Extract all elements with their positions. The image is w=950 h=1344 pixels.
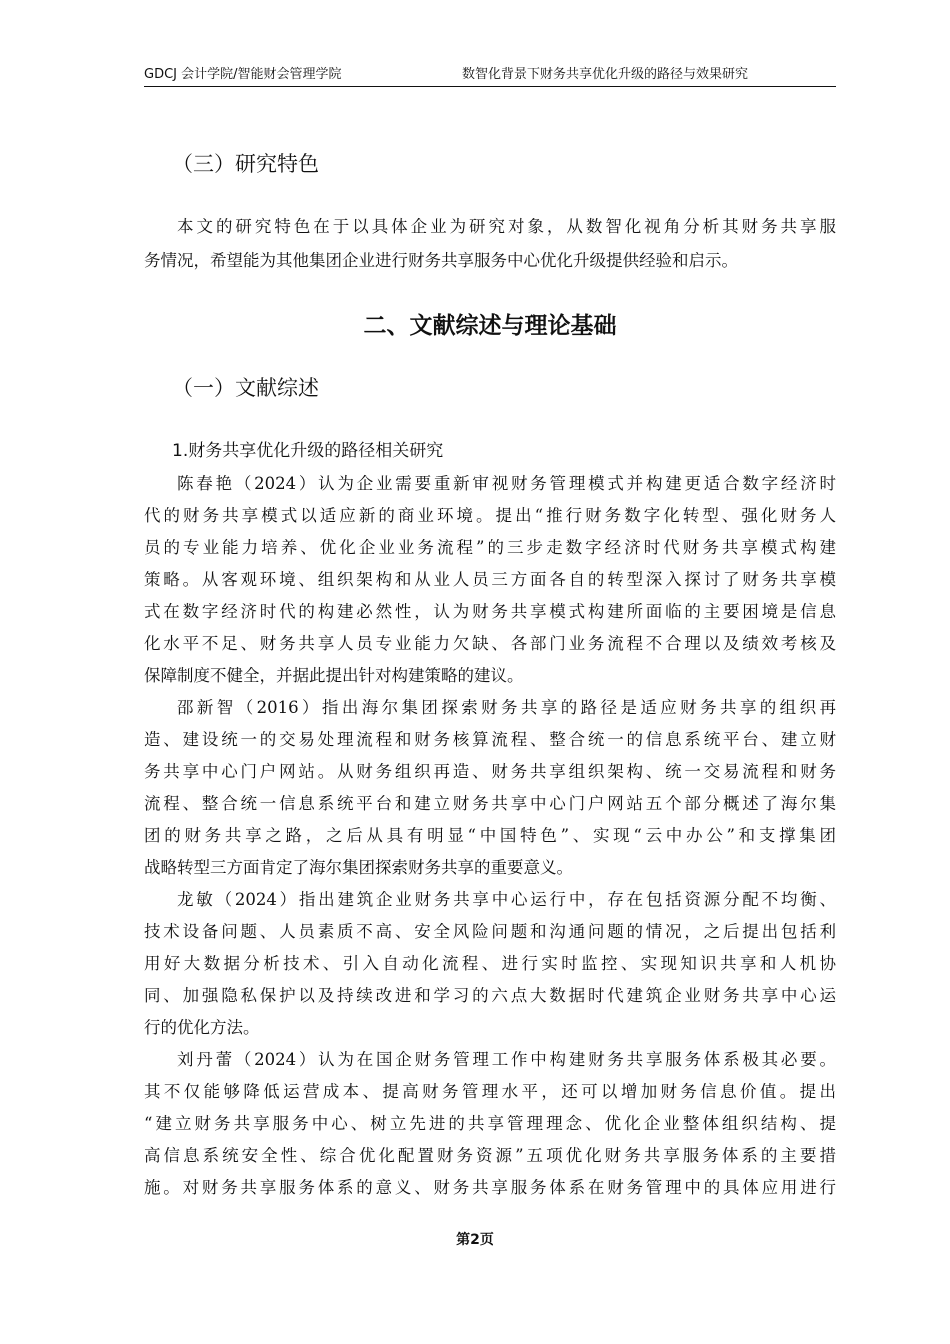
- header-paper-title: 数智化背景下财务共享优化升级的路径与效果研究: [462, 67, 749, 82]
- p3-line-1: 龙敏（2024）指出建筑企业财务共享中心运行中，存在包括资源分配不均衡、: [177, 890, 836, 909]
- p3-line-5: 行的优化方法。: [144, 1018, 260, 1037]
- p2-line-3: 务共享中心门户网站。从财务组织再造、财务共享组织架构、统一交易流程和财务: [144, 762, 836, 781]
- section-heading-literature-review: （一）文献综述: [172, 376, 319, 400]
- p4-line-5: 施。对财务共享服务体系的意义、财务共享服务体系在财务管理中的具体应用进行: [144, 1178, 836, 1197]
- p1-line-6: 化水平不足、财务共享人员专业能力欠缺、各部门业务流程不合理以及绩效考核及: [144, 634, 836, 653]
- running-header: [144, 67, 836, 87]
- page-number: 第2页: [456, 1232, 494, 1248]
- p1-line-4: 策略。从客观环境、组织架构和从业人员三方面各自的转型深入探讨了财务共享模: [144, 570, 836, 589]
- p2-line-6: 战略转型三方面肯定了海尔集团探索财务共享的重要意义。: [144, 858, 573, 877]
- p1-line-2: 代的财务共享模式以适应新的商业环境。提出“推行财务数字化转型、强化财务人: [144, 506, 836, 525]
- p3-line-2: 技术设备问题、人员素质不高、安全风险问题和沟通问题的情况，之后提出包括利: [144, 922, 836, 941]
- subsection-heading-path-research: 1.财务共享优化升级的路径相关研究: [172, 441, 444, 461]
- p4-line-2: 其不仅能够降低运营成本、提高财务管理水平，还可以增加财务信息价值。提出: [144, 1082, 836, 1101]
- p4-line-3: “建立财务共享服务中心、树立先进的共享管理理念、优化企业整体组织结构、提: [144, 1114, 836, 1133]
- features-line-1: 本文的研究特色在于以具体企业为研究对象，从数智化视角分析其财务共享服: [177, 217, 836, 236]
- p3-line-3: 用好大数据分析技术、引入自动化流程、进行实时监控、实现知识共享和人机协: [144, 954, 836, 973]
- p3-line-4: 同、加强隐私保护以及持续改进和学习的六点大数据时代建筑企业财务共享中心运: [144, 986, 836, 1005]
- p2-line-5: 团的财务共享之路，之后从具有明显“中国特色”、实现“云中办公”和支撑集团: [144, 826, 836, 845]
- features-line-2: 务情况，希望能为其他集团企业进行财务共享服务中心优化升级提供经验和启示。: [144, 251, 738, 270]
- p2-line-2: 造、建设统一的交易处理流程和财务核算流程、整合统一的信息系统平台、建立财: [144, 730, 836, 749]
- p2-line-1: 邵新智（2016）指出海尔集团探索财务共享的路径是适应财务共享的组织再: [177, 698, 836, 717]
- section-heading-research-features: （三）研究特色: [172, 152, 319, 176]
- p4-line-4: 高信息系统安全性、综合优化配置财务资源”五项优化财务共享服务体系的主要措: [144, 1146, 836, 1165]
- header-divider: [144, 86, 836, 87]
- p4-line-1: 刘丹蕾（2024）认为在国企财务管理工作中构建财务共享服务体系极其必要。: [177, 1050, 836, 1069]
- p2-line-4: 流程、整合统一信息系统平台和建立财务共享中心门户网站五个部分概述了海尔集: [144, 794, 836, 813]
- p1-line-5: 式在数字经济时代的构建必然性，认为财务共享模式构建所面临的主要困境是信息: [144, 602, 836, 621]
- p1-line-3: 员的专业能力培养、优化企业业务流程”的三步走数字经济时代财务共享模式构建: [144, 538, 836, 557]
- p1-line-1: 陈春艳（2024）认为企业需要重新审视财务管理模式并构建更适合数字经济时: [177, 474, 836, 493]
- p1-line-7: 保障制度不健全，并据此提出针对构建策略的建议。: [144, 666, 524, 685]
- chapter-heading: 二、文献综述与理论基础: [363, 313, 617, 339]
- header-institution: GDCJ 会计学院/智能财会管理学院: [144, 67, 342, 82]
